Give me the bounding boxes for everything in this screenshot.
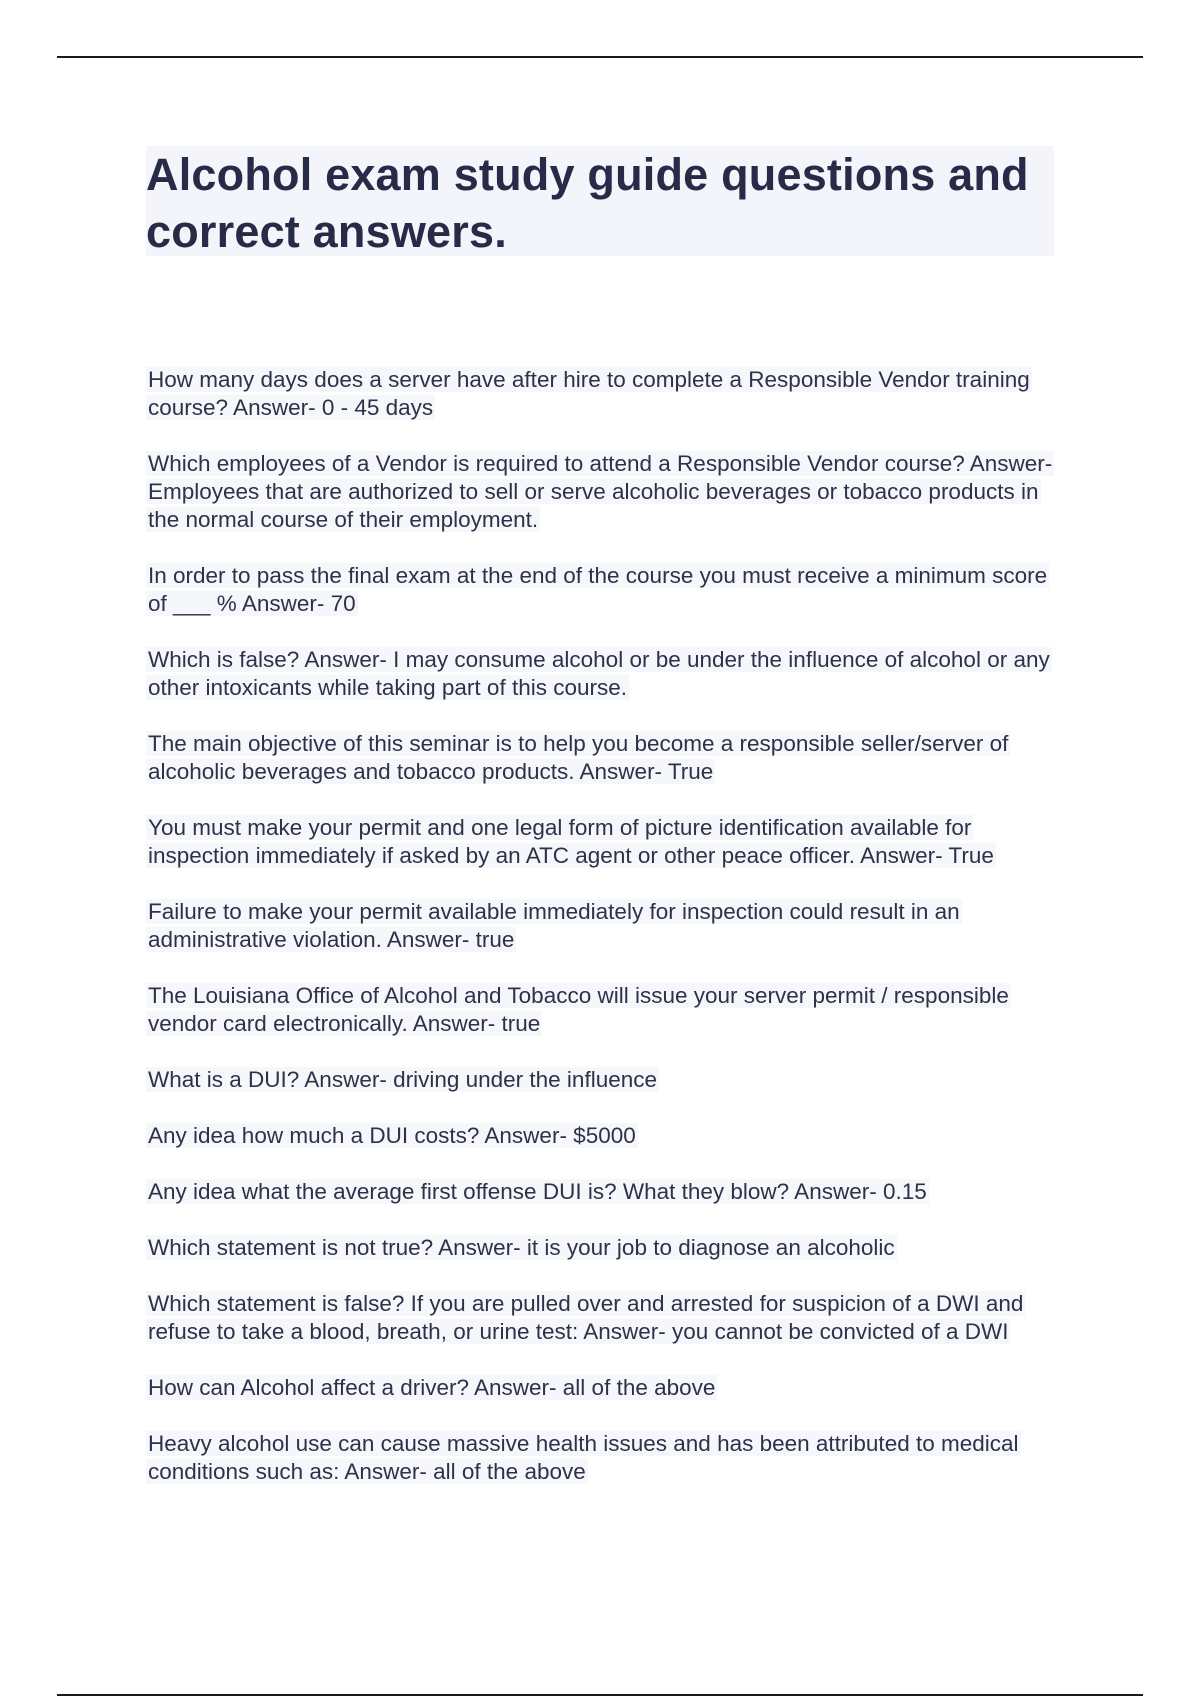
qa-item: [146, 1290, 1066, 1346]
qa-item: [146, 1374, 1066, 1402]
qa-item: [146, 366, 1066, 422]
qa-item: [146, 1066, 1066, 1094]
qa-list: [146, 366, 1066, 1514]
qa-item: [146, 730, 1066, 786]
top-divider: [57, 56, 1143, 58]
qa-item: [146, 898, 1066, 954]
qa-text: Any idea how much a DUI costs? Answer- $5000: [148, 1123, 636, 1148]
qa-text: Any idea what the average first offense DUI is? What they blow? Answer- 0.15: [148, 1179, 927, 1204]
qa-text: Which is false? Answer- I may consume alcohol or be under the influence of alcohol or any other intoxicants while taking part of this course.: [148, 647, 1050, 700]
qa-item: [146, 646, 1066, 702]
qa-item: [146, 1234, 1066, 1262]
qa-item: [146, 1122, 1066, 1150]
qa-text: How many days does a server have after hire to complete a Responsible Vendor training course? Answer- 0 - 45 days: [148, 367, 1030, 420]
qa-item: [146, 1178, 1066, 1206]
qa-text: Heavy alcohol use can cause massive health issues and has been attributed to medical conditions such as: Answer- all of the above: [148, 1431, 1019, 1484]
qa-item: [146, 814, 1066, 870]
qa-text: Which statement is false? If you are pulled over and arrested for suspicion of a DWI and refuse to take a blood, breath, or urine test: Answer- you cannot be convicted of a DWI: [148, 1291, 1024, 1344]
qa-text: Which statement is not true? Answer- it is your job to diagnose an alcoholic: [148, 1235, 895, 1260]
qa-text: The main objective of this seminar is to help you become a responsible seller/server of alcoholic beverages and tobacco products. Answer- True: [148, 731, 1009, 784]
qa-item: [146, 1430, 1066, 1486]
qa-text: In order to pass the final exam at the end of the course you must receive a minimum score of ___ % Answer- 70: [148, 563, 1048, 616]
qa-item: [146, 562, 1066, 618]
page-title: Alcohol exam study guide questions and correct answers.: [146, 149, 1029, 257]
qa-text: The Louisiana Office of Alcohol and Tobacco will issue your server permit / responsible vendor card electronically. Answer- true: [148, 983, 1009, 1036]
qa-item: [146, 982, 1066, 1038]
qa-text: You must make your permit and one legal form of picture identification available for inspection immediately if asked by an ATC agent or other peace officer. Answer- True: [148, 815, 994, 868]
qa-text: What is a DUI? Answer- driving under the influence: [148, 1067, 657, 1092]
qa-text: Failure to make your permit available immediately for inspection could result in an administrative violation. Answer- true: [148, 899, 960, 952]
qa-text: How can Alcohol affect a driver? Answer- all of the above: [148, 1375, 716, 1400]
bottom-divider: [57, 1694, 1143, 1696]
qa-item: [146, 450, 1066, 534]
qa-text: Which employees of a Vendor is required to attend a Responsible Vendor course? Answer- Employees that are authorized to sell or serve alcoholic beverages or tobacco products in the normal course of their employment.: [148, 451, 1053, 532]
